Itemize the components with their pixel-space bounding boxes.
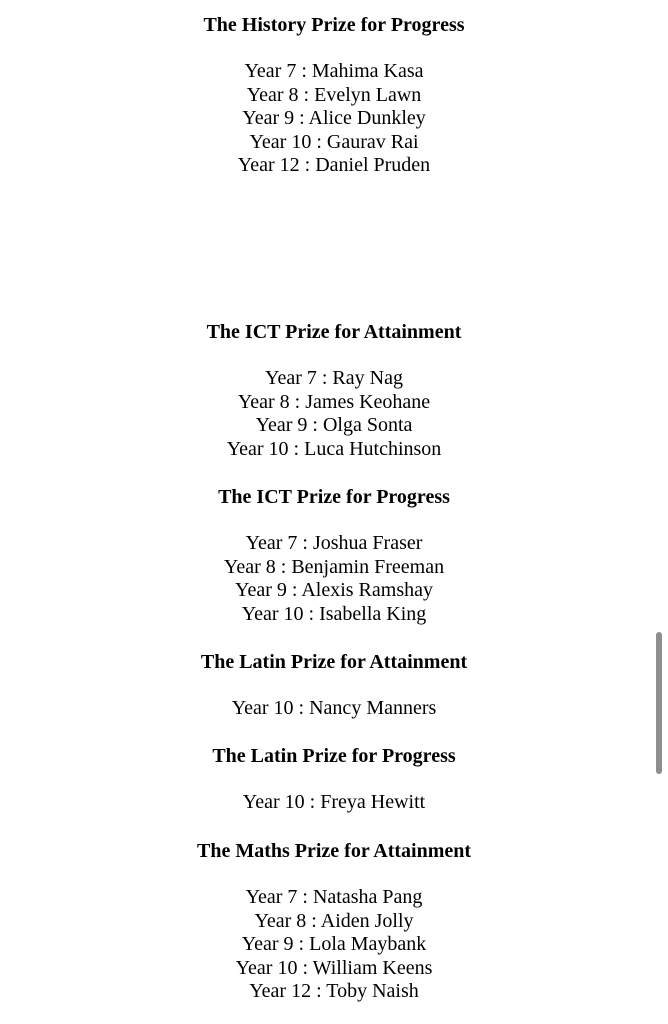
prize-section-history-progress <box>0 13 668 178</box>
prize-entries <box>0 886 668 1004</box>
prize-entries <box>0 791 668 815</box>
prize-section-latin-progress <box>0 744 668 815</box>
prize-entry: Year 8 : James Keohane <box>237 390 431 413</box>
prize-entries <box>0 532 668 626</box>
prize-entries <box>0 367 668 461</box>
prize-heading: The ICT Prize for Progress <box>218 486 450 508</box>
prize-entry: Year 7 : Mahima Kasa <box>244 60 424 82</box>
prize-entry: Year 8 : Aiden Jolly <box>254 909 414 932</box>
prize-section-ict-attainment <box>0 320 668 461</box>
prize-heading: The History Prize for Progress <box>203 14 465 36</box>
prize-entry: Year 12 : Daniel Pruden <box>237 154 431 176</box>
prize-entry: Year 10 : William Keens <box>235 956 433 979</box>
prize-heading: The ICT Prize for Attainment <box>206 321 462 343</box>
prize-entry: Year 10 : Nancy Manners <box>231 697 437 719</box>
prize-entry: Year 7 : Ray Nag <box>265 367 403 389</box>
prize-entry: Year 12 : Toby Naish <box>249 980 419 1002</box>
prize-entries <box>0 60 668 178</box>
prize-heading: The Latin Prize for Attainment <box>200 651 468 673</box>
prize-heading: The Maths Prize for Attainment <box>196 840 472 862</box>
prize-entry: Year 9 : Olga Sonta <box>255 414 413 436</box>
prize-entry: Year 7 : Natasha Pang <box>245 886 423 908</box>
prize-entry: Year 10 : Freya Hewitt <box>242 791 426 813</box>
prize-entry: Year 10 : Luca Hutchinson <box>226 437 442 460</box>
prize-entry: Year 9 : Lola Maybank <box>241 933 427 955</box>
prize-entry: Year 9 : Alexis Ramshay <box>235 579 433 601</box>
prize-section-ict-progress <box>0 485 668 626</box>
prize-entry: Year 10 : Gaurav Rai <box>249 130 419 153</box>
prize-entry: Year 10 : Isabella King <box>241 602 427 625</box>
prize-entries <box>0 697 668 721</box>
prize-entry: Year 8 : Benjamin Freeman <box>223 555 445 578</box>
prize-entry: Year 8 : Evelyn Lawn <box>246 83 422 106</box>
prize-entry: Year 9 : Alice Dunkley <box>242 107 426 129</box>
prize-section-maths-attainment <box>0 839 668 1004</box>
prize-entry: Year 7 : Joshua Fraser <box>245 532 423 554</box>
prize-section-latin-attainment <box>0 650 668 721</box>
prize-heading: The Latin Prize for Progress <box>212 745 456 767</box>
vertical-scrollbar[interactable] <box>656 632 662 774</box>
